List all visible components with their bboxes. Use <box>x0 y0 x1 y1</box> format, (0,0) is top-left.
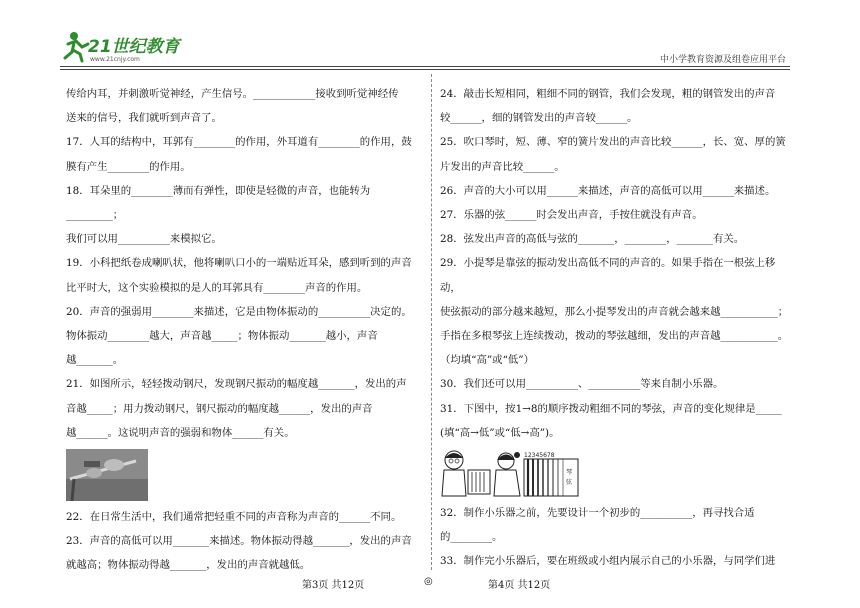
text-line: 越_______。 <box>66 354 124 367</box>
header-rule-2 <box>60 69 790 70</box>
question-28: 28．弦发出声音的高低与弦的_______，________，_______有关。 <box>440 233 745 246</box>
text-line: 送来的信号，我们就听到声音了。 <box>66 112 222 125</box>
left-column <box>66 82 420 578</box>
text-line: (填“高→低”或“低→高”)。 <box>440 426 560 439</box>
runner-icon <box>65 32 88 61</box>
question-20: 20．声音的强弱用________来描述，它是由物体振动的__________决定的。 <box>66 305 412 318</box>
text-line: 的________。 <box>440 531 503 544</box>
page-header <box>0 0 860 70</box>
text-line: 物体振动________越大，声音越_____；物体振动_______越小，声音 <box>66 330 378 343</box>
text-line: 片发出的声音比较______。 <box>440 160 565 173</box>
string-numbers: 12345678 <box>524 452 555 460</box>
header-rule <box>60 66 790 67</box>
page-footer <box>0 576 860 596</box>
question-27: 27．乐器的弦______时会发出声音，手按住就没有声音。 <box>440 209 703 222</box>
question-25: 25．吹口琴时，短、薄、窄的簧片发出的声音比较______，长、宽、厚的簧 <box>440 136 786 149</box>
string-label-1: 琴 <box>566 469 573 477</box>
right-page-number: 第4页 共12页 <box>488 580 551 591</box>
question-24: 24．敲击长短相同，粗细不同的钢管，我们会发现，粗的钢管发出的声音 <box>440 88 776 100</box>
text-line: 手指在多根琴弦上连续拨动，拨动的琴弦越细，发出的声音越___________。 <box>440 330 789 343</box>
text-line: 我们可以用__________来模拟它。 <box>66 233 222 246</box>
question-26: 26．声音的大小可以用______来描述，声音的高低可以用______来描述。 <box>440 184 776 197</box>
question-29: 29．小提琴是靠弦的振动发出高低不同的声音的。如果手指在一根弦上移动， <box>440 257 776 294</box>
center-mark: ◎ <box>424 576 433 587</box>
question-18: 18．耳朵里的________薄而有弹性，即使是轻微的声音，也能转为_________； <box>66 184 371 222</box>
text-line: 传给内耳，并刺激听觉神经，产生信号。____________接收到听觉神经传 <box>66 88 399 100</box>
question-23: 23．声音的高低可以用_______来描述。物体振动得越_______，发出的声音 <box>66 535 412 548</box>
text-line: 较______，细的钢管发出的声音较______。 <box>440 112 638 125</box>
question-32: 32．制作小乐器之前，先要设计一个初步的__________，再寻找合适 <box>440 507 755 520</box>
ruler-photo <box>66 449 148 501</box>
text-line: （均填“高”或“低”） <box>440 354 534 367</box>
question-30: 30．我们还可以用__________、__________等来自制小乐器。 <box>440 378 724 391</box>
question-17: 17．人耳的结构中，耳郭有________的作用，外耳道有________的作用，鼓 <box>66 136 412 149</box>
platform-title: 中小学教育资源及组卷应用平台 <box>659 55 786 65</box>
text-line: 音越_____；用力拨动钢尺，钢尺振动的幅度越______，发出的声音 <box>66 402 373 415</box>
question-33: 33．制作完小乐器后，要在班级或小组内展示自己的小乐器，与同学们进 <box>440 555 776 568</box>
text-line: 膜有产生________的作用。 <box>66 160 191 173</box>
girl-figure <box>494 452 520 496</box>
svg-text:www.21cnjy.com: www.21cnjy.com <box>90 56 140 63</box>
question-22: 22．在日常生活中，我们通常把轻重不同的声音称为声音的______不同。 <box>66 511 402 524</box>
right-column <box>440 82 792 574</box>
question-21: 21．如图所示，轻轻拨动钢尺，发现钢尺振动的幅度越_______，发出的声 <box>66 378 407 391</box>
site-logo <box>62 30 192 64</box>
text-line: 越______。这说明声音的强弱和物体______有关。 <box>66 426 295 439</box>
string-label-2: 弦 <box>566 479 573 487</box>
boy-figure <box>442 451 466 496</box>
text-line: 比平时大，这个实验模拟的是人的耳郭具有________声音的作用。 <box>66 281 368 294</box>
svg-text:21世纪教育: 21世纪教育 <box>88 37 180 57</box>
strings-figure <box>440 448 580 498</box>
left-page-number: 第3页 共12页 <box>302 580 365 591</box>
question-19: 19．小科把纸卷成喇叭状，他将喇叭口小的一端贴近耳朵，感到听到的声音 <box>66 257 412 270</box>
text-line: 使弦振动的部分越来越短，那么小提琴发出的声音就会越来越___________； <box>440 305 789 318</box>
question-31: 31．下图中，按1→8的顺序拨动粗细不同的琴弦，声音的变化规律是_____ <box>440 402 782 415</box>
column-divider <box>431 74 432 570</box>
text-line: 就越高；物体振动得越_______，发出的声音就越低。 <box>66 559 311 572</box>
